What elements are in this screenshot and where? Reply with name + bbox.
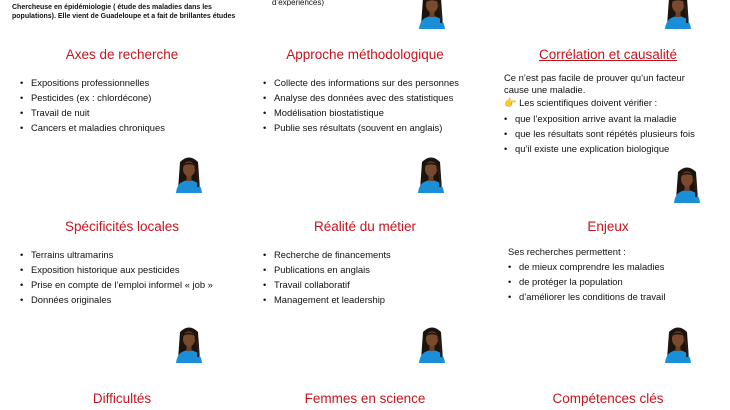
card-enjeux bbox=[490, 219, 726, 304]
portrait-icon bbox=[169, 153, 209, 193]
list-item: • que l’exposition arrive avant la maladie bbox=[504, 111, 726, 126]
list-item: • Collecte des informations sur des personnes bbox=[263, 75, 483, 90]
list-item: • Cancers et maladies chroniques bbox=[20, 120, 240, 135]
list-item: • Prise en compte de l’emploi informel « job » bbox=[20, 277, 240, 292]
list-item: • Publications en anglais bbox=[263, 262, 483, 277]
portrait-icon bbox=[658, 323, 698, 363]
list-item: • Expositions professionnelles bbox=[20, 75, 240, 90]
realite-list bbox=[263, 247, 483, 307]
enjeux-list bbox=[508, 259, 726, 304]
card-difficultes bbox=[4, 391, 240, 407]
portrait-icon bbox=[658, 0, 698, 29]
list-item: • Modélisation biostatistique bbox=[263, 105, 483, 120]
card-title-difficultes: Difficultés bbox=[92, 391, 152, 406]
correlation-hand-line bbox=[504, 97, 726, 110]
top-fragment-text: d’expériences) bbox=[272, 0, 325, 6]
list-item: • Recherche de financements bbox=[263, 247, 483, 262]
card-title-realite: Réalité du métier bbox=[313, 219, 417, 234]
list-item: • de mieux comprendre les maladies bbox=[508, 259, 726, 274]
portrait-icon bbox=[411, 153, 451, 193]
list-item: • que les résultats sont répétés plusieurs fois bbox=[504, 126, 726, 141]
card-competences bbox=[490, 391, 726, 407]
card-femmes bbox=[247, 391, 483, 407]
approche-list bbox=[263, 75, 483, 135]
specificites-list bbox=[20, 247, 240, 307]
card-title-competences: Compétences clés bbox=[552, 391, 664, 406]
card-approche bbox=[247, 47, 483, 135]
enjeux-intro: Ses recherches permettent : bbox=[508, 246, 626, 257]
list-item: • Données originales bbox=[20, 292, 240, 307]
card-title-correlation: Corrélation et causalité bbox=[538, 47, 678, 62]
list-item: • de protéger la population bbox=[508, 274, 726, 289]
portrait-icon bbox=[412, 323, 452, 363]
list-item: • Exposition historique aux pesticides bbox=[20, 262, 240, 277]
axes-list bbox=[20, 75, 240, 135]
correlation-hand-text: Les scientifiques doivent vérifier : bbox=[519, 97, 658, 108]
correlation-intro: Ce n’est pas facile de prouver qu’un facteur cause une maladie. bbox=[504, 72, 685, 95]
card-title-enjeux: Enjeux bbox=[587, 219, 629, 234]
card-specificites bbox=[4, 219, 240, 307]
portrait-icon bbox=[169, 323, 209, 363]
intro-text: Chercheuse en épidémiologie ( étude des maladies dans les populations). Elle vient de Guadeloupe et a fait de brillantes études bbox=[12, 4, 236, 20]
card-axes-recherche bbox=[4, 47, 240, 135]
list-item: • Travail collaboratif bbox=[263, 277, 483, 292]
portrait-icon bbox=[667, 163, 707, 203]
correlation-list bbox=[504, 111, 726, 156]
list-item: • d’améliorer les conditions de travail bbox=[508, 289, 726, 304]
card-title-axes: Axes de recherche bbox=[65, 47, 179, 62]
list-item: • Analyse des données avec des statistiques bbox=[263, 90, 483, 105]
card-correlation bbox=[490, 47, 726, 156]
list-item: • Terrains ultramarins bbox=[20, 247, 240, 262]
card-title-specificites: Spécificités locales bbox=[64, 219, 180, 234]
list-item: • Pesticides (ex : chlordécone) bbox=[20, 90, 240, 105]
list-item: • Management et leadership bbox=[263, 292, 483, 307]
card-title-approche: Approche méthodologique bbox=[286, 47, 444, 62]
list-item: • Publie ses résultats (souvent en anglais) bbox=[263, 120, 483, 135]
card-realite bbox=[247, 219, 483, 307]
list-item: • qu’il existe une explication biologique bbox=[504, 141, 726, 156]
list-item: • Travail de nuit bbox=[20, 105, 240, 120]
card-title-femmes: Femmes en science bbox=[304, 391, 426, 406]
portrait-icon bbox=[412, 0, 452, 29]
pointing-hand-icon: 👉 bbox=[504, 98, 517, 109]
